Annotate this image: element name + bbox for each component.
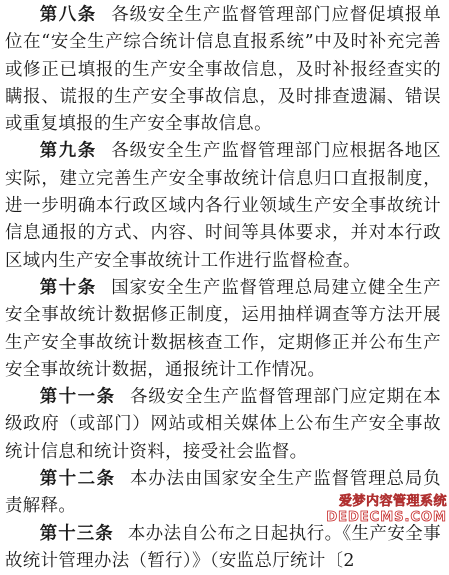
article-10-text: 国家安全生产监督管理总局建立健全生产安全事故统计数据修正制度，运用抽样调查等方法开展生产安全事故统计数据核查工作，定期修正并公布生产安全事故统计数据，通报统计工作情况。 <box>5 277 441 380</box>
article-8 <box>5 2 441 138</box>
watermark-title: 爱梦内容管理系统 <box>338 494 447 509</box>
article-8-text: 各级安全生产监督管理部门应督促填报单位在“安全生产综合统计信息直报系统”中及时补充完善或修正已填报的生产安全事故信息，及时补报经查实的瞒报、谎报的生产安全事故信息，及时排查遗漏、错误或重复填报的生产安全事故信息。 <box>5 5 441 135</box>
article-9-text: 各级安全生产监督管理部门应根据各地区实际，建立完善生产安全事故统计信息归口直报制度，进一步明确本行政区域内各行业领域生产安全事故统计信息通报的方式、内容、时间等具体要求，并对本行政区域内生产安全事故统计工作进行监督检查。 <box>5 141 441 271</box>
article-11 <box>5 384 441 466</box>
article-12-number: 第十二条 <box>39 469 116 490</box>
site-watermark <box>319 495 447 529</box>
article-8-number: 第八条 <box>39 5 97 25</box>
article-11-text: 各级安全生产监督管理部门应定期在本级政府（或部门）网站或相关媒体上公布生产安全事故统计信息和统计资料，接受社会监督。 <box>5 387 441 462</box>
article-10-number: 第十条 <box>39 277 97 298</box>
article-9-number: 第九条 <box>39 141 97 162</box>
article-11-number: 第十一条 <box>39 387 116 408</box>
article-13-number: 第十三条 <box>39 523 114 544</box>
watermark-domain: DEDECMS.COM <box>326 510 447 525</box>
article-12-text: 本办法由国家安全生产监督管理总局负责解释。 <box>5 469 441 517</box>
article-10 <box>5 275 441 384</box>
article-13-text: 本办法自公布之日起执行。《生产安全事故统计管理办法（暂行）》（安监总厅统计〔2 <box>5 523 441 571</box>
article-9 <box>5 138 441 274</box>
